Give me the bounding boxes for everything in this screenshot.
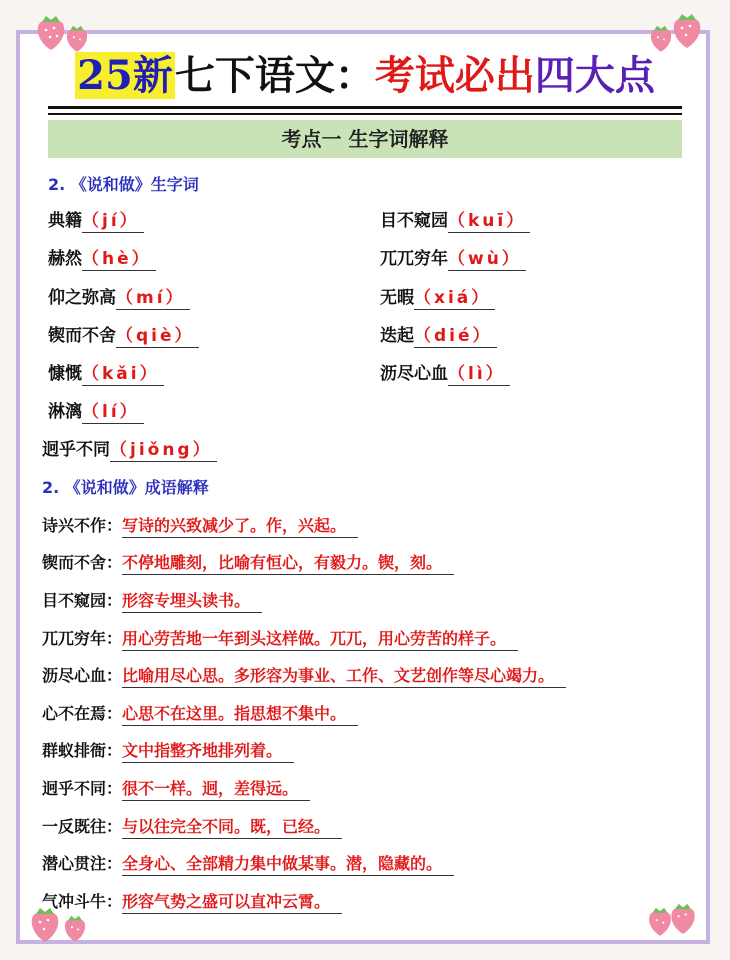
- title-part2: 考试必出: [374, 52, 535, 99]
- pinyin-item: [380, 244, 526, 271]
- idiom-definition: 全身心、全部精力集中做某事。潜，隐藏的。: [122, 853, 454, 876]
- idiom-row: [42, 588, 262, 613]
- pinyin-word: 目不窥园: [380, 211, 448, 231]
- pinyin-word: 典籍: [48, 211, 82, 231]
- idiom-definition: 很不一样。迥，差得远。: [122, 778, 310, 801]
- pinyin-item: [380, 283, 495, 310]
- idiom-definition: 写诗的兴致减少了。作，兴起。: [122, 515, 358, 538]
- idiom-definition: 与以往完全不同。既，已经。: [122, 816, 342, 839]
- idiom-row: [42, 851, 454, 876]
- pinyin-word: 迭起: [380, 326, 414, 346]
- idiom-term: 迥乎不同：: [42, 779, 123, 798]
- pinyin-item: [48, 321, 199, 348]
- idiom-definition: 心思不在这里。指思想不集中。: [122, 703, 358, 726]
- title-rule-bottom: [48, 113, 682, 115]
- pinyin-word: 锲而不舍: [48, 326, 116, 346]
- page-title: [0, 44, 730, 101]
- title-rule-top: [48, 106, 682, 109]
- title-part1: 七下语文：: [174, 52, 375, 99]
- idiom-row: [42, 663, 566, 688]
- pinyin-answer: （kuī）: [448, 210, 530, 233]
- pinyin-item: [380, 359, 510, 386]
- idiom-term: 兀兀穷年：: [42, 629, 123, 648]
- idiom-row: [42, 814, 342, 839]
- pinyin-word: 仰之弥高: [48, 288, 116, 308]
- idiom-row: [42, 513, 358, 538]
- idiom-term: 心不在焉：: [42, 704, 123, 723]
- pinyin-item: [48, 359, 164, 386]
- idiom-definition: 形容气势之盛可以直冲云霄。: [122, 891, 342, 914]
- idiom-term: 潜心贯注：: [42, 854, 123, 873]
- idiom-term: 一反既往：: [42, 817, 123, 836]
- idiom-row: [42, 889, 342, 914]
- pinyin-answer: （wù）: [448, 248, 526, 271]
- pinyin-answer: （jiǒng）: [110, 439, 217, 462]
- pinyin-answer: （lì）: [448, 363, 510, 386]
- idiom-definition: 文中指整齐地排列着。: [122, 740, 294, 763]
- idiom-definition: 用心劳苦地一年到头这样做。兀兀，用心劳苦的样子。: [122, 628, 518, 651]
- pinyin-answer: （hè）: [82, 248, 156, 271]
- pinyin-word: 无暇: [380, 288, 414, 308]
- strawberry-icon: [668, 900, 698, 936]
- title-part3: 四大点: [534, 52, 655, 99]
- title-highlight: 25新: [77, 52, 173, 99]
- idiom-term: 目不窥园：: [42, 591, 123, 610]
- pinyin-answer: （lí）: [82, 401, 144, 424]
- idiom-row: [42, 738, 294, 763]
- pinyin-answer: （mí）: [116, 287, 190, 310]
- idiom-row: [42, 701, 358, 726]
- pinyin-item: [380, 206, 530, 233]
- idiom-row: [42, 626, 518, 651]
- pinyin-item: [48, 283, 190, 310]
- pinyin-answer: （dié）: [414, 325, 497, 348]
- idiom-row: [42, 550, 454, 575]
- pinyin-item: [48, 206, 144, 233]
- pinyin-item: [48, 244, 156, 271]
- pinyin-word: 淋漓: [48, 402, 82, 422]
- pinyin-word: 慷慨: [48, 364, 82, 384]
- pinyin-answer: （jí）: [82, 210, 144, 233]
- pinyin-answer: （kǎi）: [82, 363, 164, 386]
- idiom-term: 沥尽心血：: [42, 666, 123, 685]
- idiom-definition: 比喻用尽心思。多形容为事业、工作、文艺创作等尽心竭力。: [122, 665, 566, 688]
- pinyin-item: [48, 397, 144, 424]
- section-heading-idioms: 2. 《说和做》成语解释: [42, 478, 209, 497]
- pinyin-word: 兀兀穷年: [380, 249, 448, 269]
- pinyin-answer: （xiá）: [414, 287, 495, 310]
- pinyin-answer: （qiè）: [116, 325, 199, 348]
- idiom-definition: 形容专埋头读书。: [122, 590, 262, 613]
- pinyin-word: 沥尽心血: [380, 364, 448, 384]
- idiom-term: 群蚁排衙：: [42, 741, 123, 760]
- section-heading-vocab: 2. 《说和做》生字词: [48, 175, 199, 194]
- idiom-term: 气冲斗牛：: [42, 892, 123, 911]
- section-band: 考点一 生字词解释: [48, 120, 682, 158]
- pinyin-item: [42, 435, 217, 462]
- idiom-definition: 不停地雕刻，比喻有恒心，有毅力。锲，刻。: [122, 552, 454, 575]
- idiom-row: [42, 776, 310, 801]
- idiom-term: 诗兴不作：: [42, 516, 123, 535]
- idiom-term: 锲而不舍：: [42, 553, 123, 572]
- pinyin-word: 迥乎不同: [42, 440, 110, 460]
- strawberry-icon: [62, 912, 88, 944]
- pinyin-word: 赫然: [48, 249, 82, 269]
- pinyin-item: [380, 321, 497, 348]
